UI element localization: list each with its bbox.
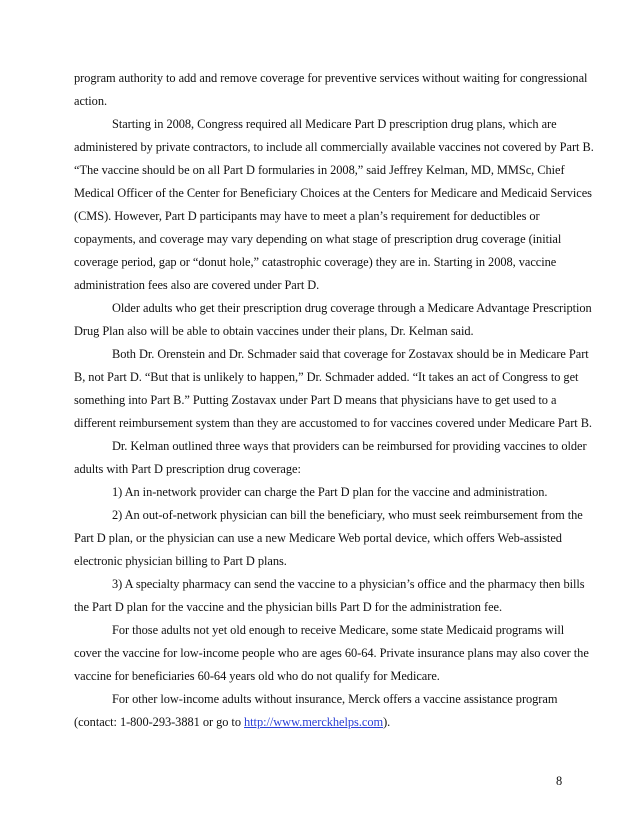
text-line: program authority to add and remove coverage for preventive services without waiting for congressional: [74, 71, 588, 85]
text-line: something into Part B.” Putting Zostavax under Part D means that physicians have to get used to a: [74, 393, 557, 407]
text-line: adults with Part D prescription drug coverage:: [74, 462, 301, 476]
text-line: electronic physician billing to Part D plans.: [74, 554, 287, 568]
text-line: the Part D plan for the vaccine and the physician bills Part D for the administration fee.: [74, 600, 503, 614]
text-line: 2) An out-of-network physician can bill the beneficiary, who must seek reimbursement from the: [112, 508, 583, 522]
text-line: different reimbursement system than they are accustomed to for vaccines covered under Medicare Part B.: [74, 416, 592, 430]
text-line: Older adults who get their prescription drug coverage through a Medicare Advantage Prescription: [112, 301, 592, 315]
text-line: administered by private contractors, to include all commercially available vaccines not covered by Part B.: [74, 140, 594, 154]
text-line: copayments, and coverage may vary depending on what stage of prescription drug coverage (initial: [74, 232, 562, 246]
text-line: Medical Officer of the Center for Beneficiary Choices at the Centers for Medicare and Medicaid Services: [74, 186, 592, 200]
merckhelps-link[interactable]: http://www.merckhelps.com: [244, 715, 384, 729]
text-line: “The vaccine should be on all Part D formularies in 2008,” said Jeffrey Kelman, MD, MMSc, Chief: [74, 163, 565, 177]
text-line: B, not Part D. “But that is unlikely to happen,” Dr. Schmader added. “It takes an act of Congress to get: [74, 370, 579, 384]
text-line: cover the vaccine for low-income people who are ages 60-64. Private insurance plans may also cover the: [74, 646, 589, 660]
text-line: For those adults not yet old enough to receive Medicare, some state Medicaid programs will: [112, 623, 565, 637]
text-line: (CMS). However, Part D participants may have to meet a plan’s requirement for deductibles or: [74, 209, 540, 223]
text-line: Both Dr. Orenstein and Dr. Schmader said that coverage for Zostavax should be in Medicare Part: [112, 347, 589, 361]
text-line: administration fees also are covered under Part D.: [74, 278, 320, 292]
contact-text: (contact: 1-800-293-3881 or go to: [74, 715, 245, 729]
text-line: Part D plan, or the physician can use a new Medicare Web portal device, which offers Web-assisted: [74, 531, 562, 545]
text-line-with-link: [74, 711, 572, 734]
page-number: 8: [556, 774, 563, 788]
text-line: coverage period, gap or “donut hole,” catastrophic coverage) they are in. Starting in 2008, vaccine: [74, 255, 557, 269]
text-line: vaccine for beneficiaries 60-64 years old who do not qualify for Medicare.: [74, 669, 440, 683]
text-line: Drug Plan also will be able to obtain vaccines under their plans, Dr. Kelman said.: [74, 324, 474, 338]
text-line: action.: [74, 94, 108, 108]
text-line: Starting in 2008, Congress required all Medicare Part D prescription drug plans, which are: [112, 117, 557, 131]
text-line: Dr. Kelman outlined three ways that providers can be reimbursed for providing vaccines to older: [112, 439, 587, 453]
text-line: 1) An in-network provider can charge the Part D plan for the vaccine and administration.: [112, 485, 548, 499]
text-line: For other low-income adults without insurance, Merck offers a vaccine assistance program: [112, 692, 558, 706]
body-text: [74, 67, 594, 734]
text-line: 3) A specialty pharmacy can send the vaccine to a physician’s office and the pharmacy then bills: [112, 577, 585, 591]
closing-punctuation: ).: [383, 715, 391, 729]
